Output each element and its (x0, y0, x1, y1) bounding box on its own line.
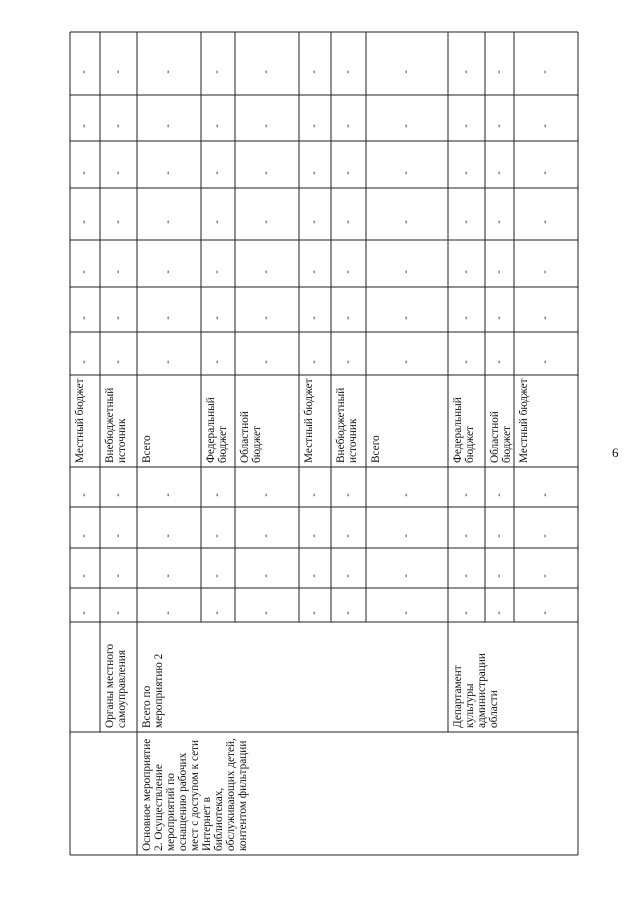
empty-value: - (260, 124, 272, 128)
empty-value: - (460, 611, 472, 615)
empty-value: - (260, 533, 272, 538)
empty-value: - (112, 533, 124, 538)
empty-value: - (78, 69, 90, 74)
funding-source: Областной бюджет (239, 411, 263, 463)
empty-value: - (308, 493, 320, 497)
empty-value: - (211, 170, 223, 175)
empty-value: - (162, 315, 174, 320)
empty-value: - (211, 359, 223, 364)
empty-value: - (211, 493, 223, 497)
empty-value: - (493, 493, 505, 497)
empty-value: - (162, 124, 174, 128)
empty-value: - (112, 269, 124, 274)
empty-value: - (493, 269, 505, 274)
empty-value: - (112, 493, 124, 497)
funding-source: Федеральный бюджет (452, 397, 476, 463)
empty-value: - (342, 69, 354, 74)
empty-value: - (112, 359, 124, 364)
empty-value: - (539, 69, 551, 74)
empty-value: - (260, 574, 272, 578)
page-number: 6 (612, 445, 619, 460)
empty-value: - (460, 269, 472, 274)
responsible-executor: Всего по мероприятию 2 (141, 653, 165, 728)
empty-value: - (493, 533, 505, 538)
empty-value: - (308, 611, 320, 615)
empty-value: - (260, 611, 272, 615)
empty-value: - (400, 315, 412, 320)
empty-value: - (342, 574, 354, 578)
empty-value: - (493, 315, 505, 320)
empty-value: - (342, 170, 354, 175)
empty-value: - (78, 611, 90, 615)
funding-source: Всего (141, 435, 153, 463)
empty-value: - (460, 315, 472, 320)
empty-value: - (211, 574, 223, 578)
empty-value: - (78, 170, 90, 175)
empty-value: - (162, 220, 174, 224)
empty-value: - (493, 170, 505, 175)
empty-value: - (260, 269, 272, 274)
empty-value: - (308, 69, 320, 74)
empty-value: - (211, 269, 223, 274)
empty-value: - (400, 170, 412, 175)
empty-value: - (493, 124, 505, 128)
empty-value: - (78, 124, 90, 128)
empty-value: - (78, 220, 90, 224)
empty-value: - (308, 533, 320, 538)
responsible-executor: Органы местного самоуправления (104, 643, 128, 728)
empty-value: - (493, 611, 505, 615)
empty-value: - (400, 359, 412, 364)
empty-value: - (78, 493, 90, 497)
empty-value: - (112, 315, 124, 320)
empty-value: - (342, 269, 354, 274)
empty-value: - (162, 611, 174, 615)
empty-value: - (260, 359, 272, 364)
event-description: Основное мероприятие 2. Осуществление мероприятий по оснащению рабочих мест с доступом к сети Интернет в библиотеках, обслуживающих детей, контентом фильтрации (141, 738, 249, 851)
responsible-executor: Департамент культуры администрации области (452, 653, 500, 728)
empty-value: - (539, 170, 551, 175)
empty-value: - (308, 170, 320, 175)
empty-value: - (493, 574, 505, 578)
empty-value: - (211, 533, 223, 538)
empty-value: - (308, 124, 320, 128)
empty-value: - (78, 315, 90, 320)
empty-value: - (400, 493, 412, 497)
empty-value: - (400, 533, 412, 538)
empty-value: - (211, 220, 223, 224)
empty-value: - (539, 269, 551, 274)
empty-value: - (211, 611, 223, 615)
empty-value: - (400, 574, 412, 578)
empty-value: - (460, 533, 472, 538)
empty-value: - (400, 69, 412, 74)
funding-source: Всего (370, 435, 382, 463)
empty-value: - (112, 170, 124, 175)
empty-value: - (493, 220, 505, 224)
empty-value: - (162, 269, 174, 274)
empty-value: - (162, 574, 174, 578)
empty-value: - (460, 170, 472, 175)
funding-source: Внебюджетный источник (104, 387, 128, 463)
empty-value: - (460, 493, 472, 497)
funding-source: Местный бюджет (303, 378, 315, 463)
empty-value: - (400, 124, 412, 128)
empty-value: - (460, 359, 472, 364)
empty-value: - (308, 315, 320, 320)
empty-value: - (162, 359, 174, 364)
empty-value: - (342, 611, 354, 615)
empty-value: - (260, 315, 272, 320)
empty-value: - (260, 170, 272, 175)
empty-value: - (539, 124, 551, 128)
empty-value: - (162, 69, 174, 74)
empty-value: - (112, 611, 124, 615)
empty-value: - (400, 611, 412, 615)
empty-value: - (78, 533, 90, 538)
empty-value: - (539, 220, 551, 224)
empty-value: - (112, 69, 124, 74)
empty-value: - (260, 69, 272, 74)
funding-source: Местный бюджет (74, 378, 86, 463)
empty-value: - (342, 533, 354, 538)
empty-value: - (460, 124, 472, 128)
empty-value: - (539, 611, 551, 615)
empty-value: - (342, 124, 354, 128)
empty-value: - (460, 69, 472, 74)
funding-source: Внебюджетный источник (335, 387, 359, 463)
empty-value: - (211, 69, 223, 74)
empty-value: - (162, 493, 174, 497)
empty-value: - (400, 269, 412, 274)
empty-value: - (493, 69, 505, 74)
empty-value: - (260, 220, 272, 224)
empty-value: - (211, 124, 223, 128)
funding-source: Федеральный бюджет (205, 397, 229, 463)
empty-value: - (342, 493, 354, 497)
empty-value: - (493, 359, 505, 364)
empty-value: - (342, 220, 354, 224)
empty-value: - (112, 124, 124, 128)
empty-value: - (260, 493, 272, 497)
empty-value: - (78, 269, 90, 274)
empty-value: - (342, 359, 354, 364)
empty-value: - (78, 574, 90, 578)
empty-value: - (162, 533, 174, 538)
empty-value: - (308, 220, 320, 224)
empty-value: - (539, 493, 551, 497)
empty-value: - (308, 359, 320, 364)
empty-value: - (78, 359, 90, 364)
empty-value: - (112, 574, 124, 578)
empty-value: - (400, 220, 412, 224)
funding-source: Областной бюджет (489, 411, 513, 463)
empty-value: - (539, 574, 551, 578)
empty-value: - (162, 170, 174, 175)
empty-value: - (211, 315, 223, 320)
empty-value: - (308, 269, 320, 274)
empty-value: - (308, 574, 320, 578)
funding-source: Местный бюджет (518, 378, 530, 463)
empty-value: - (539, 359, 551, 364)
empty-value: - (460, 574, 472, 578)
empty-value: - (539, 315, 551, 320)
empty-value: - (539, 533, 551, 538)
empty-value: - (112, 220, 124, 224)
empty-value: - (460, 220, 472, 224)
empty-value: - (342, 315, 354, 320)
